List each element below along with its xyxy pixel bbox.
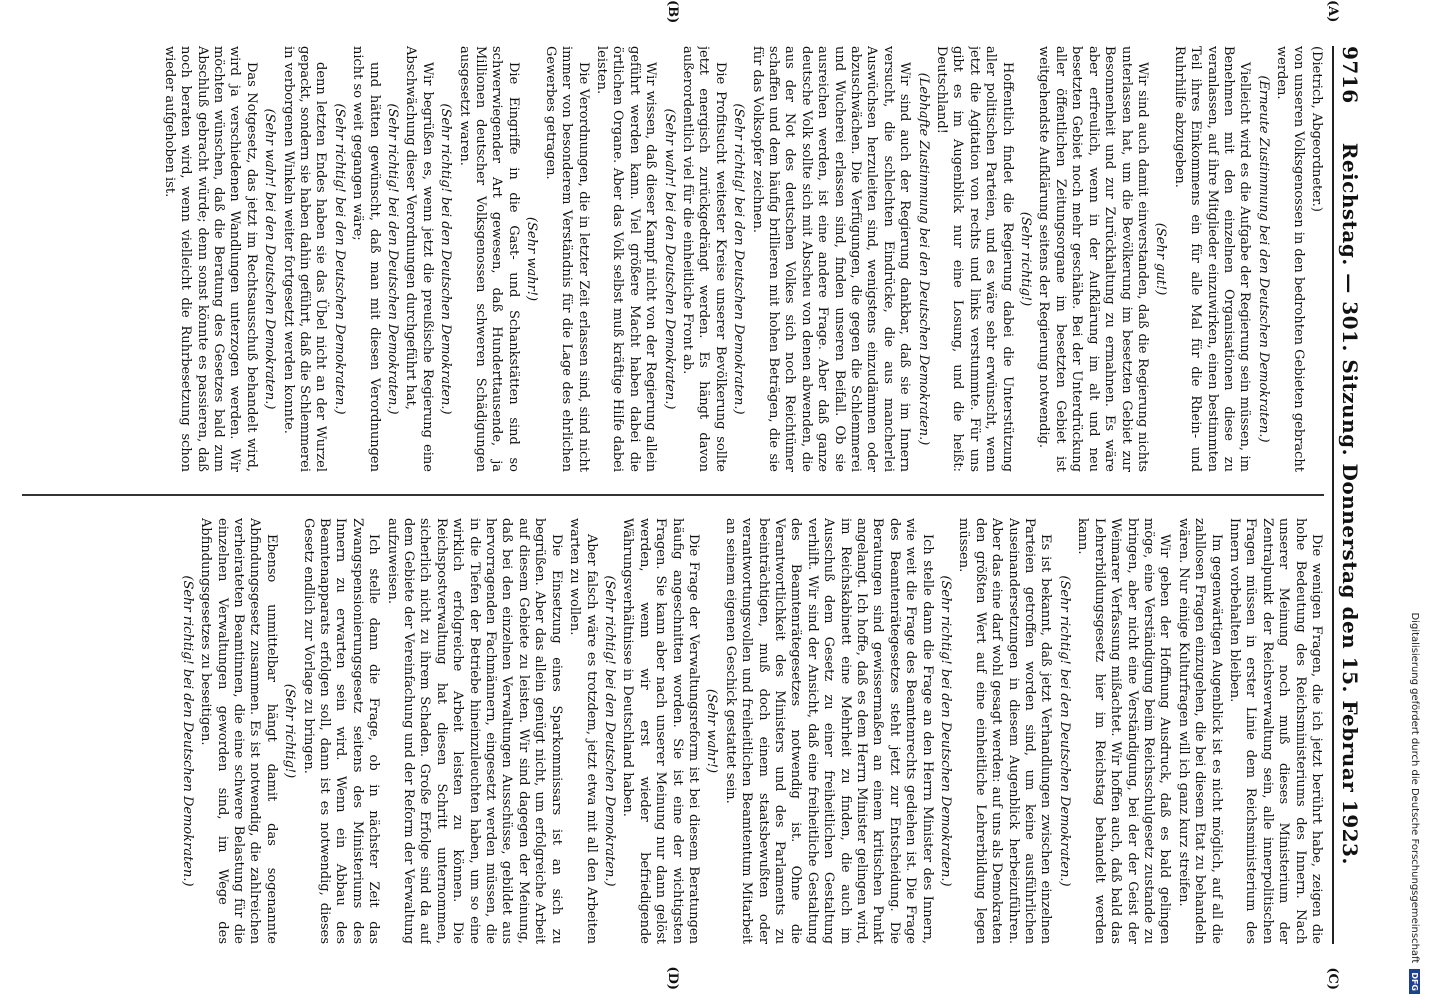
- paragraph: Wir wissen, daß dieser Kampf nicht von der Regierung allein geführt werden kann. Viel größere Macht haben dabei die örtlichen Organe. Aber das Volk selbst muß kräftige Hilfe dabei leisten.: [593, 46, 659, 472]
- paragraph: Es ist bekannt, daß jetzt Verhandlungen zwischen einzelnen Parteien getroffen worden sind, um keine ausführlichen Auseinandersetzungen in diesem Augenblick herbeizuführen. Aber das eine darf wohl gesagt werden: auf uns als Demokraten den größten Wert auf eine einheitliche Lehrerbildung legen müssen.: [956, 518, 1054, 944]
- column-divider: [22, 494, 1324, 496]
- paragraph: Die Profitsucht weitester Kreise unserer Bevölkerung sollte jetzt energisch zurückgedrängt werden. Es hängt davon außerordentlich viel für die einheitliche Front ab.: [679, 46, 728, 472]
- paragraph: Die Einsetzung eines Sparkommissars ist an sich zu begrüßen. Aber das allein genügt nicht, um erfolgreiche Arbeit auf diesem Gebiete zu leisten. Wir sind dagegen der Meinung, daß bei den einzelnen Verwaltungen Ausschüsse, gebildet aus hervorragenden Fachmännern, eingesetzt werden müssen, die in die Tiefen der Betriebe hineinzuleuchten haben, um so eine wirklich erfolgreiche Arbeit leisten zu können. Die Reichspostverwaltung hat diesen Schritt unternommen, sicherlich nicht zu ihrem Schaden. Große Erfolge sind da auf dem Gebiete der Vereinfachung und der Reform der Verwaltung aufzuweisen.: [384, 518, 564, 944]
- reaction: (Sehr richtig! bei den Deutschen Demokraten.): [1056, 575, 1072, 887]
- paragraph: Wir geben der Hoffnung Ausdruck, daß es bald gelingen möge, eine Verständigung beim Reichsschulgesetz zustande zu bringen, aber nicht eine Verständigung, bei der der Geist der Weimarer Verfassung mißachtet. Wir hoffen auch, daß bald das Lehrerbildungsgesetz hier im Reichstag behandelt werden kann.: [1075, 518, 1173, 944]
- paragraph: Die Eingriffe in die Gast- und Schankstätten sind so schwerwiegender Art gewesen, daß Hunderttausende, ja Millionen deutscher Volksgenossen schweren Schädigungen ausgesetzt waren.: [456, 46, 521, 472]
- paragraph: von unseren Volksgenossen in den bedrohten Gebieten gebracht werden.: [1274, 46, 1306, 472]
- dfg-logo: DFG: [1410, 969, 1421, 994]
- paragraph: Die wenigen Fragen, die ich jetzt berührt habe, zeigen die hohe Bedeutung des Reichsministeriums des Innern. Nach unserer Meinung noch muß dieses Ministerium der Zentralpunkt der Reichsverwaltung sein, alle innerpolitischen Fragen müssen in erster Linie dem Reichsministerium des Innern vorbehalten bleiben.: [1226, 518, 1324, 944]
- page-title: Reichstag. — 301. Sitzung. Donnerstag den 15. Februar 1923.: [1338, 142, 1362, 865]
- reaction: (Sehr richtig! bei den Deutschen Demokraten.): [331, 103, 347, 415]
- text-columns: [22, 46, 1324, 944]
- reaction: (Sehr richtig! bei den Deutschen Demokraten.): [385, 103, 401, 415]
- page-header: [1332, 46, 1362, 944]
- paragraph: Aber falsch wäre es trotzdem, jetzt etwa mit all den Arbeiten warten zu wollen.: [567, 518, 599, 944]
- speaker-tag: (Dietrich, Abgeordneter.): [1309, 46, 1324, 212]
- reaction: (Sehr wahr!): [524, 216, 540, 302]
- reaction: (Sehr richtig! bei den Deutschen Demokraten.): [179, 575, 195, 887]
- reaction: (Erneute Zustimmung bei den Deutschen Demokraten.): [1255, 75, 1271, 443]
- paragraph: Vielleicht wird es die Aufgabe der Regierung sein müssen, im Benehmen mit den einzelnen Organisationen diese zu veranlassen, auf ihre Mitglieder einzuwirken, einen bestimmten Teil ihres Einkommens ein für alle Mal für die Rhein- und Ruhrhilfe abzugeben.: [1171, 46, 1253, 472]
- paragraph: Die Frage der Verwaltungsreform ist bei diesem Beratungen häufig angeschnitten worden. Sie ist eine der wichtigsten Fragen. Sie kann aber nach unserer Meinung nur dann gelöst werden, wenn wir erst wieder befriedigende Währungsverhältnisse in Deutschland haben.: [620, 518, 701, 944]
- paragraph: Im gegenwärtigen Augenblick ist es nicht möglich, auf all die zahllosen Fragen einzugehen, die bei diesem Etat zu behandeln wären. Nur einige Kulturfragen will ich ganz kurz streifen.: [1175, 518, 1224, 944]
- paragraph: denn letzten Endes haben sie das Übel nicht an der Wurzel gepackt, sondern sie haben dahin geführt, daß die Schlemmerei in verborgenen Winkeln weiter fortgesetzt werden konnte.: [280, 46, 329, 472]
- reaction: (Sehr richtig! bei den Deutschen Demokraten.): [601, 575, 617, 887]
- reaction: (Sehr richtig!): [1018, 211, 1034, 307]
- left-column: [22, 46, 1324, 472]
- reaction: (Sehr richtig! bei den Deutschen Demokraten.): [438, 103, 454, 415]
- margin-marker-c: (C): [1325, 967, 1340, 990]
- margin-marker-a: (A): [1325, 0, 1340, 23]
- margin-marker-b: (B): [665, 0, 680, 24]
- reaction: (Sehr wahr! bei den Deutschen Demokraten.): [262, 108, 278, 410]
- paragraph: Hoffentlich findet die Regierung dabei die Unterstützung aller politischen Parteien, und es wäre sehr erwünscht, wenn jetzt die Agitation von rechts und links verstummte. Für uns gibt es im Augenblick nur eine Losung, und die heißt: Deutschland!: [934, 46, 1015, 472]
- paragraph: Wir sind auch der Regierung dankbar, daß sie im Innern versucht, die schlechten Eindrücke, die aus mancherlei Auswüchsen herzuleiten sind, wenigstens einzudämmen oder abzuschwächen. Die Verfügungen, die gegen die Schlemmerei und Wucherei erlassen sind, finden unseren Beifall. Ob sie ausreichen werden, ist eine andere Frage. Aber daß ganze deutsche Volk sollte sich mit Abscheu von denen abwenden, die aus der Not des deutschen Volkes sich noch Reichtümer schaffen und dem häufig brillieren mit hohen Beträgen, die sie für das Volksopfer zeichnen.: [749, 46, 913, 472]
- reaction: (Lebhafte Zustimmung bei den Deutschen Demokraten.): [915, 72, 931, 446]
- reaction: (Sehr wahr!): [704, 688, 720, 774]
- paragraph: Ebenso unmittelbar hängt damit das sogenannte Abfindungsgesetz zusammen. Es ist notwendig, die zahlreichen verheirateten Beamtinnen, die eine schwere Belastung für die einzelnen Verwaltungen geworden sind, im Wege des Abfindungsgesetzes zu beseitigen.: [198, 518, 279, 944]
- paragraph: Die Verordnungen, die in letzter Zeit erlassen sind, sind nicht immer von besonderem Verständnis für die Lage des ehrlichen Gewerbes getragen.: [542, 46, 591, 472]
- reaction: (Sehr richtig!): [282, 683, 298, 779]
- paragraph: Das Notgesetz, das jetzt im Rechtsausschuß behandelt wird, wird ja verschiedenen Wandlungen unterzogen werden. Wir möchten wünschen, daß die Beratung des Gesetzes bald zum Abschluß gebracht würde; denn sonst könnte es passieren, daß noch beraten wird, wenn vielleicht die Ruhrbesetzung schon wieder aufgehoben ist.: [161, 46, 259, 472]
- page-number: 9716: [1338, 46, 1362, 104]
- reaction: (Sehr richtig! bei den Deutschen Demokraten.): [731, 103, 747, 415]
- right-column: [22, 518, 1324, 944]
- paragraph: Ich stelle dann die Frage, ob in nächster Zeit das Zwangspensionierungsgesetz seitens des Ministeriums des Innern zu erwarten sein wird. Wenn ein Abbau des Beamtenapparats erfolgen soll, dann ist es notwendig, dieses Gesetz endlich zur Vorlage zu bringen.: [300, 518, 382, 944]
- paragraph: und hätten gewünscht, daß man mit diesen Verordnungen nicht so weit gegangen wäre;: [350, 46, 382, 472]
- reaction: (Sehr wahr! bei den Deutschen Demokraten.): [661, 108, 677, 410]
- reaction: (Sehr gut!): [1153, 222, 1169, 296]
- digitization-credit: [1408, 0, 1422, 1000]
- margin-marker-d: (D): [665, 966, 680, 990]
- credit-text: Digitalisierung gefördert durch die Deutsche Forschungsgemeinschaft: [1409, 612, 1421, 964]
- reaction: (Sehr richtig! bei den Deutschen Demokraten.): [938, 575, 954, 887]
- paragraph: Wir begrüßen es, wenn jetzt die preußische Regierung eine Abschwächung dieser Verordnungen durchgeführt hat,: [403, 46, 435, 472]
- paragraph: Wir sind auch damit einverstanden, daß die Regierung nichts unterlassen hat, um die Bevölkerung im besetzten Gebiet zur Besonnenheit und zur Zurückhaltung zu ermahnen. Es wäre aber erfreulich, wenn in der Aufklärung im alt und neu besetzten Gebiet noch mehr geschähe. Bei der Unterdrückung aller öffentlichen Zeitungsorgane im besetzten Gebiet ist weitgehendste Aufklärung seitens der Regierung notwendig.: [1036, 46, 1150, 472]
- paragraph: Ich stelle dann die Frage an den Herrn Minister des Innern, wie weit die Frage des Beamtenrechts gediehen ist. Die Frage des Beamtenrätegesetzes steht jetzt zur Entscheidung. Die Beratungen sind gewissermaßen an einem kritischen Punkt angelangt. Ich hoffe, daß es dem Herrn Minister gelingen wird, im Reichskabinett eine Mehrheit zu finden, die auch im Ausschuß dem Gesetz zu einer freiheitlichen Gestaltung verhilft. Wir sind der Ansicht, daß eine freiheitliche Gestaltung des Beamtenrätegesetzes notwendig ist. Ohne die Verantwortlichkeit des Ministers und des Parlaments zu beeinträchtigen, muß doch einem staatsbewußten oder verantwortungsvollen und freiheitlichen Beamtentum Mitarbeit an seinem eigenen Geschick gestattet sein.: [722, 518, 935, 944]
